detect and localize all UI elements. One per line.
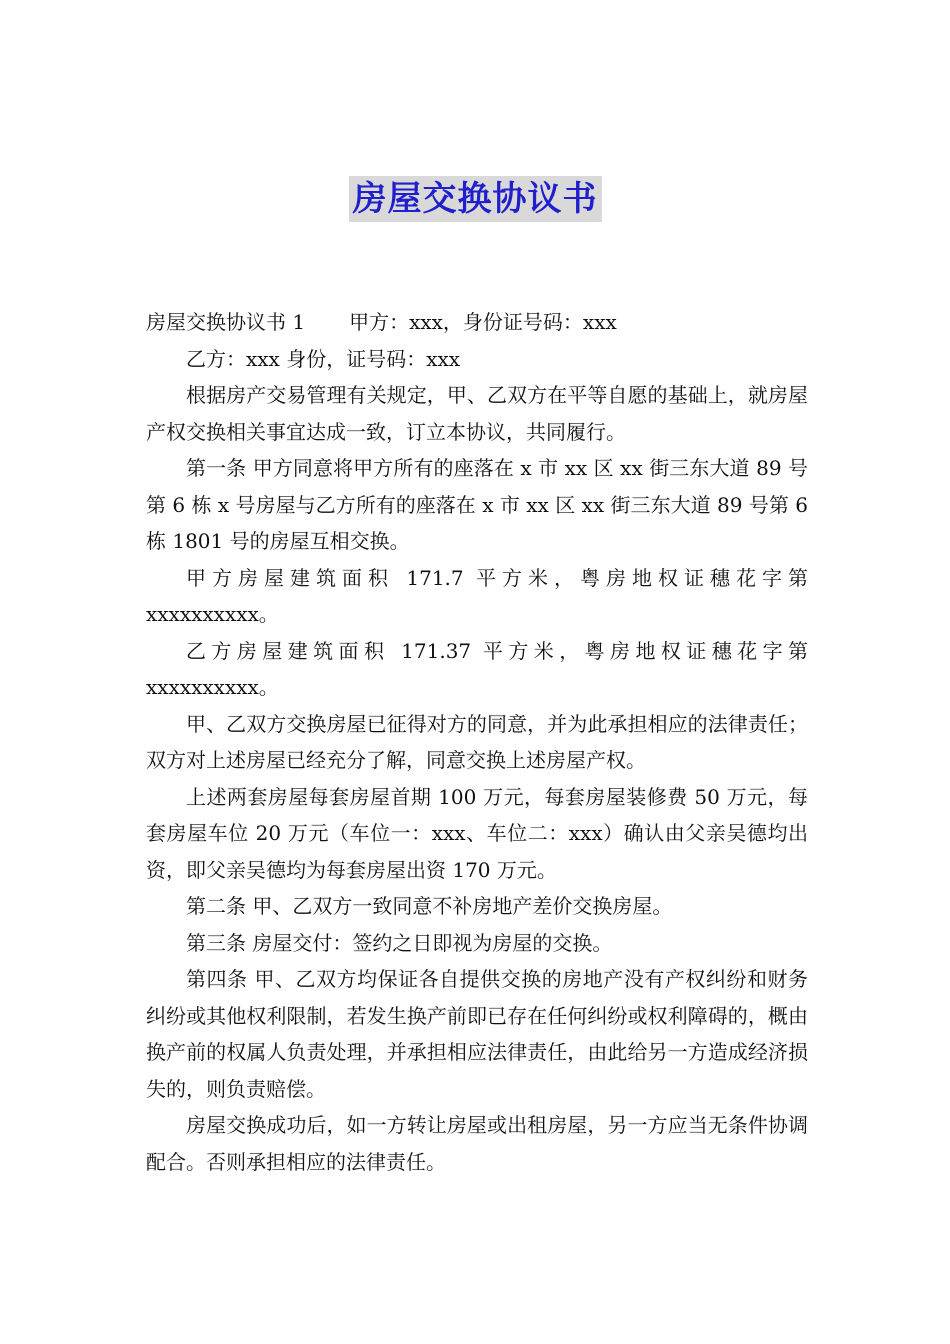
article-4-paragraph: 第四条 甲、乙双方均保证各自提供交换的房地产没有产权纠纷和财务纠纷或其他权利限制，若发生换产前即已存在任何纠纷或权利障碍的，概由换产前的权属人负责处理，并承担相应法律责任，由此给另一方造成经济损失的，则负责赔偿。 bbox=[146, 967, 808, 1101]
title-container bbox=[0, 176, 950, 222]
agreement-heading: 房屋交换协议书 1 bbox=[146, 310, 306, 334]
funding-paragraph: 上述两套房屋每套房屋首期 100 万元，每套房屋装修费 50 万元，每套房屋车位 20 万元（车位一：xxx、车位二：xxx）确认由父亲吴德均出资，即父亲吴德均为每套房屋出资 170 万元。 bbox=[146, 784, 808, 882]
first-line bbox=[146, 304, 808, 341]
preamble-paragraph: 根据房产交易管理有关规定，甲、乙双方在平等自愿的基础上，就房屋产权交换相关事宜达成一致，订立本协议，共同履行。 bbox=[146, 383, 808, 444]
consent-paragraph: 甲、乙双方交换房屋已征得对方的同意，并为此承担相应的法律责任；双方对上述房屋已经充分了解，同意交换上述房屋产权。 bbox=[146, 711, 808, 772]
party-a-line: 甲方：xxx，身份证号码：xxx bbox=[349, 310, 617, 334]
party-b-certificate-line: xxxxxxxxxx。 bbox=[146, 675, 279, 699]
party-a-area-line: 甲方房屋建筑面积 171.7 平方米，粤房地权证穗花字第 bbox=[186, 565, 808, 590]
party-b-area-line: 乙方房屋建筑面积 171.37 平方米，粤房地权证穗花字第 bbox=[186, 638, 808, 663]
post-exchange-paragraph: 房屋交换成功后，如一方转让房屋或出租房屋，另一方应当无条件协调配合。否则承担相应的法律责任。 bbox=[146, 1113, 808, 1174]
document-body bbox=[146, 304, 808, 1180]
party-a-certificate-line: xxxxxxxxxx。 bbox=[146, 602, 279, 626]
article-3-paragraph: 第三条 房屋交付：签约之日即视为房屋的交换。 bbox=[186, 930, 613, 955]
article-2-paragraph: 第二条 甲、乙双方一致同意不补房地产差价交换房屋。 bbox=[186, 894, 673, 918]
article-1-paragraph: 第一条 甲方同意将甲方所有的座落在 x 市 xx 区 xx 街三东大道 89 号第 6 栋 x 号房屋与乙方所有的座落在 x 市 xx 区 xx 街三东大道 89 号第 6 栋 1801 号的房屋互相交换。 bbox=[146, 456, 808, 553]
document-title: 房屋交换协议书 bbox=[349, 176, 602, 222]
party-b-line: 乙方：xxx 身份，证号码：xxx bbox=[186, 346, 461, 371]
